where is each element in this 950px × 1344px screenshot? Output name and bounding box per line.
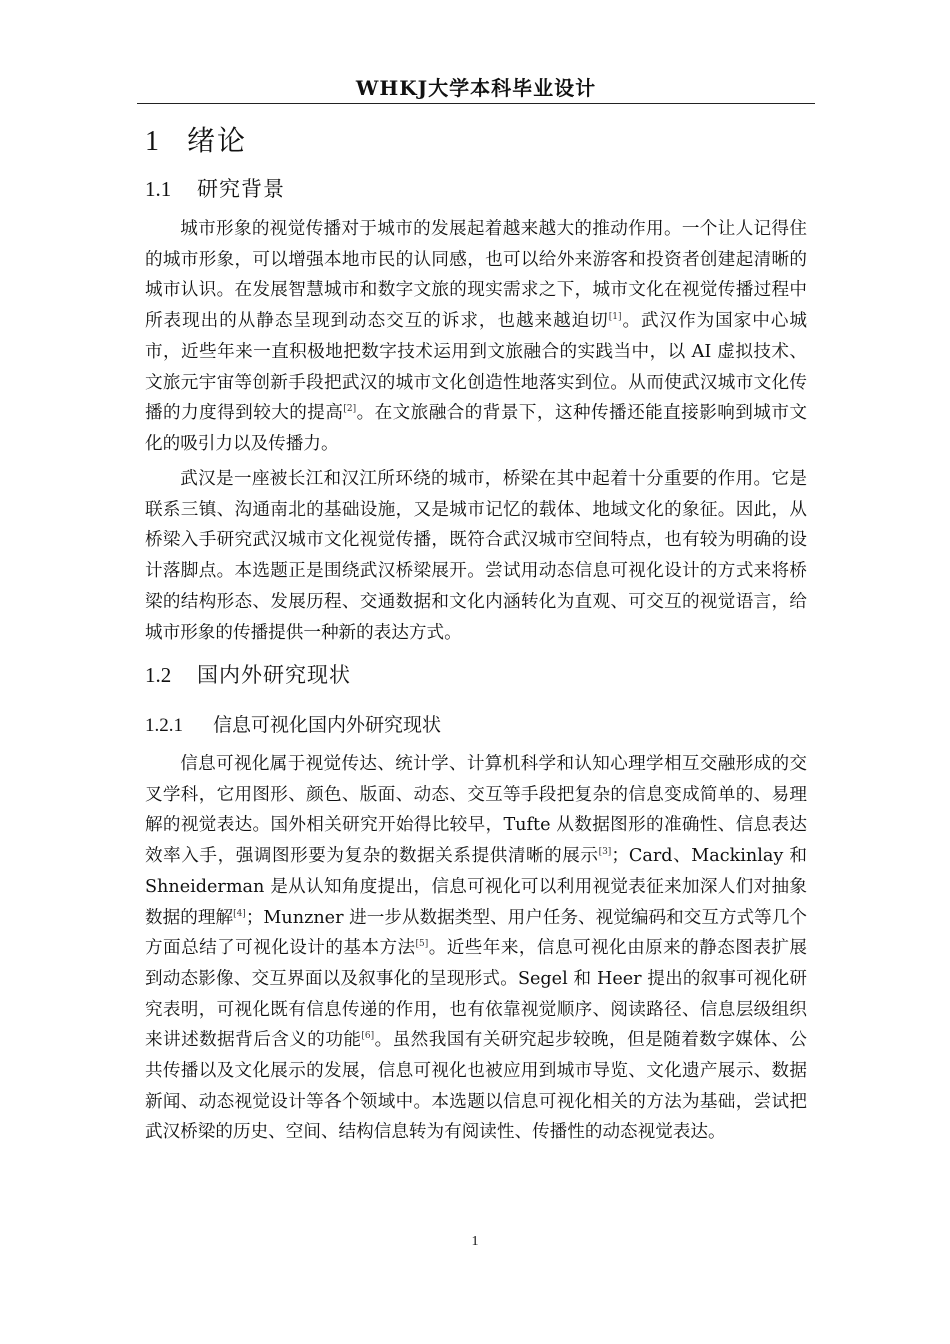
chapter-heading [145, 121, 247, 162]
header-rule [137, 103, 815, 104]
citation-ref: [1] [608, 312, 622, 323]
citation-ref: [5] [415, 939, 429, 950]
citation-ref: [6] [361, 1031, 375, 1042]
paragraph-text: 信息可视化属于视觉传达、统计学、计算机科学和认知心理学相互交融形成的交叉学科，它用图形、颜色、版面、动态、交互等手段把复杂的信息变成简单的、易理解的视觉表达。国外相关研究开始得比较早，Tufte 从数据图形的准确性、信息表达效率入手，强调图形要为复杂的数据关系提供清晰的展示 [145, 754, 807, 867]
section-heading-1-1 [145, 174, 285, 204]
section-heading-1-2 [145, 660, 351, 690]
citation-ref: [3] [598, 847, 612, 858]
paragraph-text: 。近些年来，信息可视化由原来的静态图表扩展到动态影像、交互界面以及叙事化的呈现形式。Segel 和 Heer 提出的叙事可视化研究表明，可视化既有信息传递的作用，也有依靠视觉顺序、阅读路径、信息层级组织来讲述数据背后含义的功能 [145, 938, 807, 1051]
chapter-number: 1 [145, 126, 159, 157]
section-number: 1.2 [145, 663, 172, 687]
running-header: WHKJ大学本科毕业设计 [355, 76, 597, 100]
citation-ref: [4] [233, 908, 246, 919]
section-title: 国内外研究现状 [197, 663, 351, 687]
section-number: 1.1 [145, 177, 172, 201]
subsection-heading-1-2-1 [145, 711, 441, 740]
subsection-number: 1.2.1 [145, 715, 183, 736]
chapter-title: 绪论 [187, 124, 248, 157]
section-title: 研究背景 [197, 177, 285, 201]
paragraph-text: 城市形象的视觉传播对于城市的发展起着越来越大的推动作用。一个让人记得住的城市形象，可以增强本地市民的认同感，也可以给外来游客和投资者创建起清晰的城市认识。在发展智慧城市和数字文旅的现实需求之下，城市文化在视觉传播过程中所表现出的从静态呈现到动态交互的诉求，也越来越迫切 [145, 219, 807, 332]
paragraph-text: ；Card、Mackinlay 和 Shneiderman 是从认知角度提出，信息可视化可以利用视觉表征来加深人们对抽象数据的理解 [145, 846, 807, 928]
page-number: 1 [471, 1234, 479, 1249]
subsection-title: 信息可视化国内外研究现状 [213, 714, 442, 736]
paragraph-text: 。在文旅融合的背景下，这种传播还能直接影响到城市文化的吸引力以及传播力。 [145, 403, 807, 454]
paragraph-text: ；Munzner 进一步从数据类型、用户任务、视觉编码和交互方式等几个方面总结了可视化设计的基本方法 [145, 907, 807, 959]
paragraph-text: 。虽然我国有关研究起步较晚，但是随着数字媒体、公共传播以及文化展示的发展，信息可视化也被应用到城市导览、文化遗产展示、数据新闻、动态视觉设计等各个领域中。本选题以信息可视化相关的方法为基础，尝试把武汉桥梁的历史、空间、结构信息转为有阅读性、传播性的动态视觉表达。 [145, 1030, 807, 1143]
paragraph-text: 。武汉作为国家中心城市，近些年来一直积极地把数字技术运用到文旅融合的实践当中，以 AI 虚拟技术、文旅元宇宙等创新手段把武汉的城市文化创造性地落实到位。从而使武汉城市文化传播的力度得到较大的提高 [145, 311, 807, 424]
paragraph-research-background-1 [145, 214, 807, 460]
citation-ref: [2] [343, 404, 357, 415]
paragraph-visualization-research [145, 749, 807, 1148]
paragraph-research-background-2 [145, 464, 807, 648]
paragraph-text: 武汉是一座被长江和汉江所环绕的城市，桥梁在其中起着十分重要的作用。它是联系三镇、沟通南北的基础设施，又是城市记忆的载体、地域文化的象征。因此，从桥梁入手研究武汉城市文化视觉传播，既符合武汉城市空间特点，也有较为明确的设计落脚点。本选题正是围绕武汉桥梁展开。尝试用动态信息可视化设计的方式来将桥梁的结构形态、发展历程、交通数据和文化内涵转化为直观、可交互的视觉语言，给城市形象的传播提供一种新的表达方式。 [145, 469, 807, 643]
